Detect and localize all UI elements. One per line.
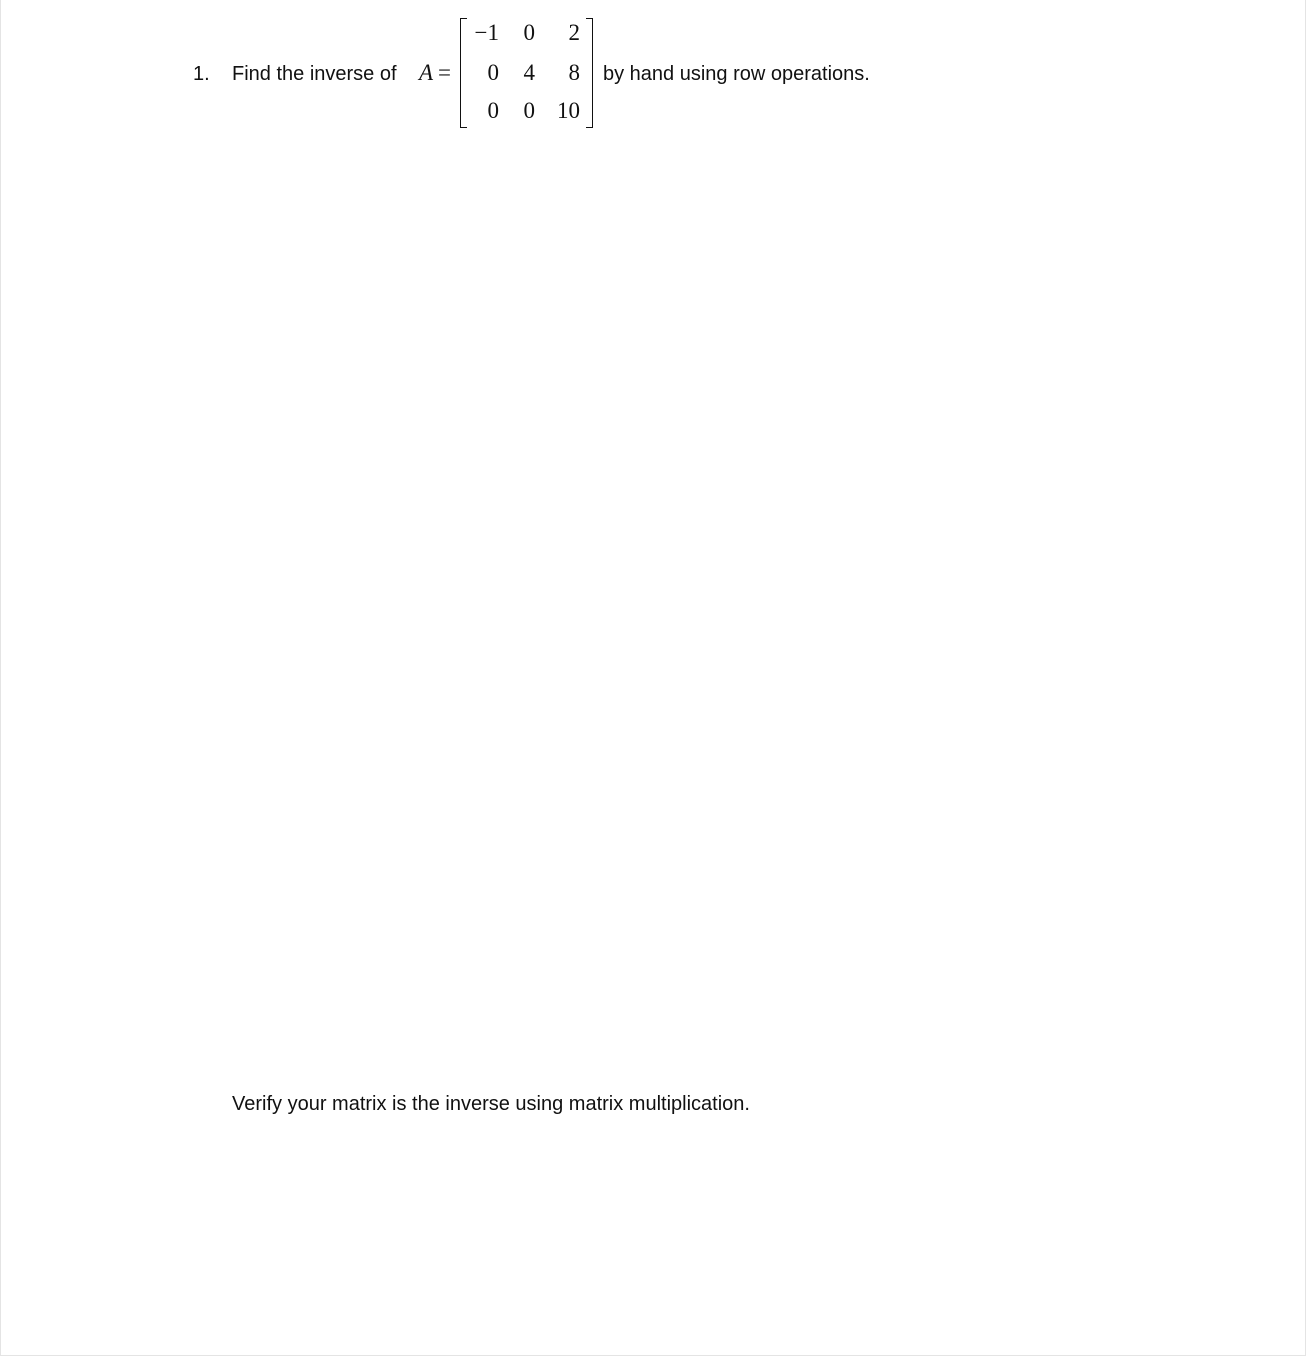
problem-prefix-text: Find the inverse of	[232, 63, 397, 85]
matrix-a	[460, 18, 593, 128]
matrix-cell: 10	[557, 98, 580, 123]
matrix-cell: −1	[474, 20, 499, 45]
matrix-cell: 0	[523, 98, 535, 123]
matrix-cell: 0	[523, 20, 535, 45]
problem-number: 1.	[193, 63, 210, 85]
problem-suffix-text: by hand using row operations.	[603, 63, 870, 85]
matrix-cell: 0	[487, 60, 499, 85]
matrix-cell: 0	[487, 98, 499, 123]
matrix-cell: 2	[568, 20, 580, 45]
equals-sign: =	[438, 60, 451, 85]
matrix-variable: A	[419, 60, 434, 85]
matrix-cell: 8	[568, 60, 580, 85]
verify-instruction: Verify your matrix is the inverse using matrix multiplication.	[232, 1093, 750, 1115]
matrix-right-bracket	[586, 18, 593, 128]
matrix-cell: 4	[523, 60, 535, 85]
